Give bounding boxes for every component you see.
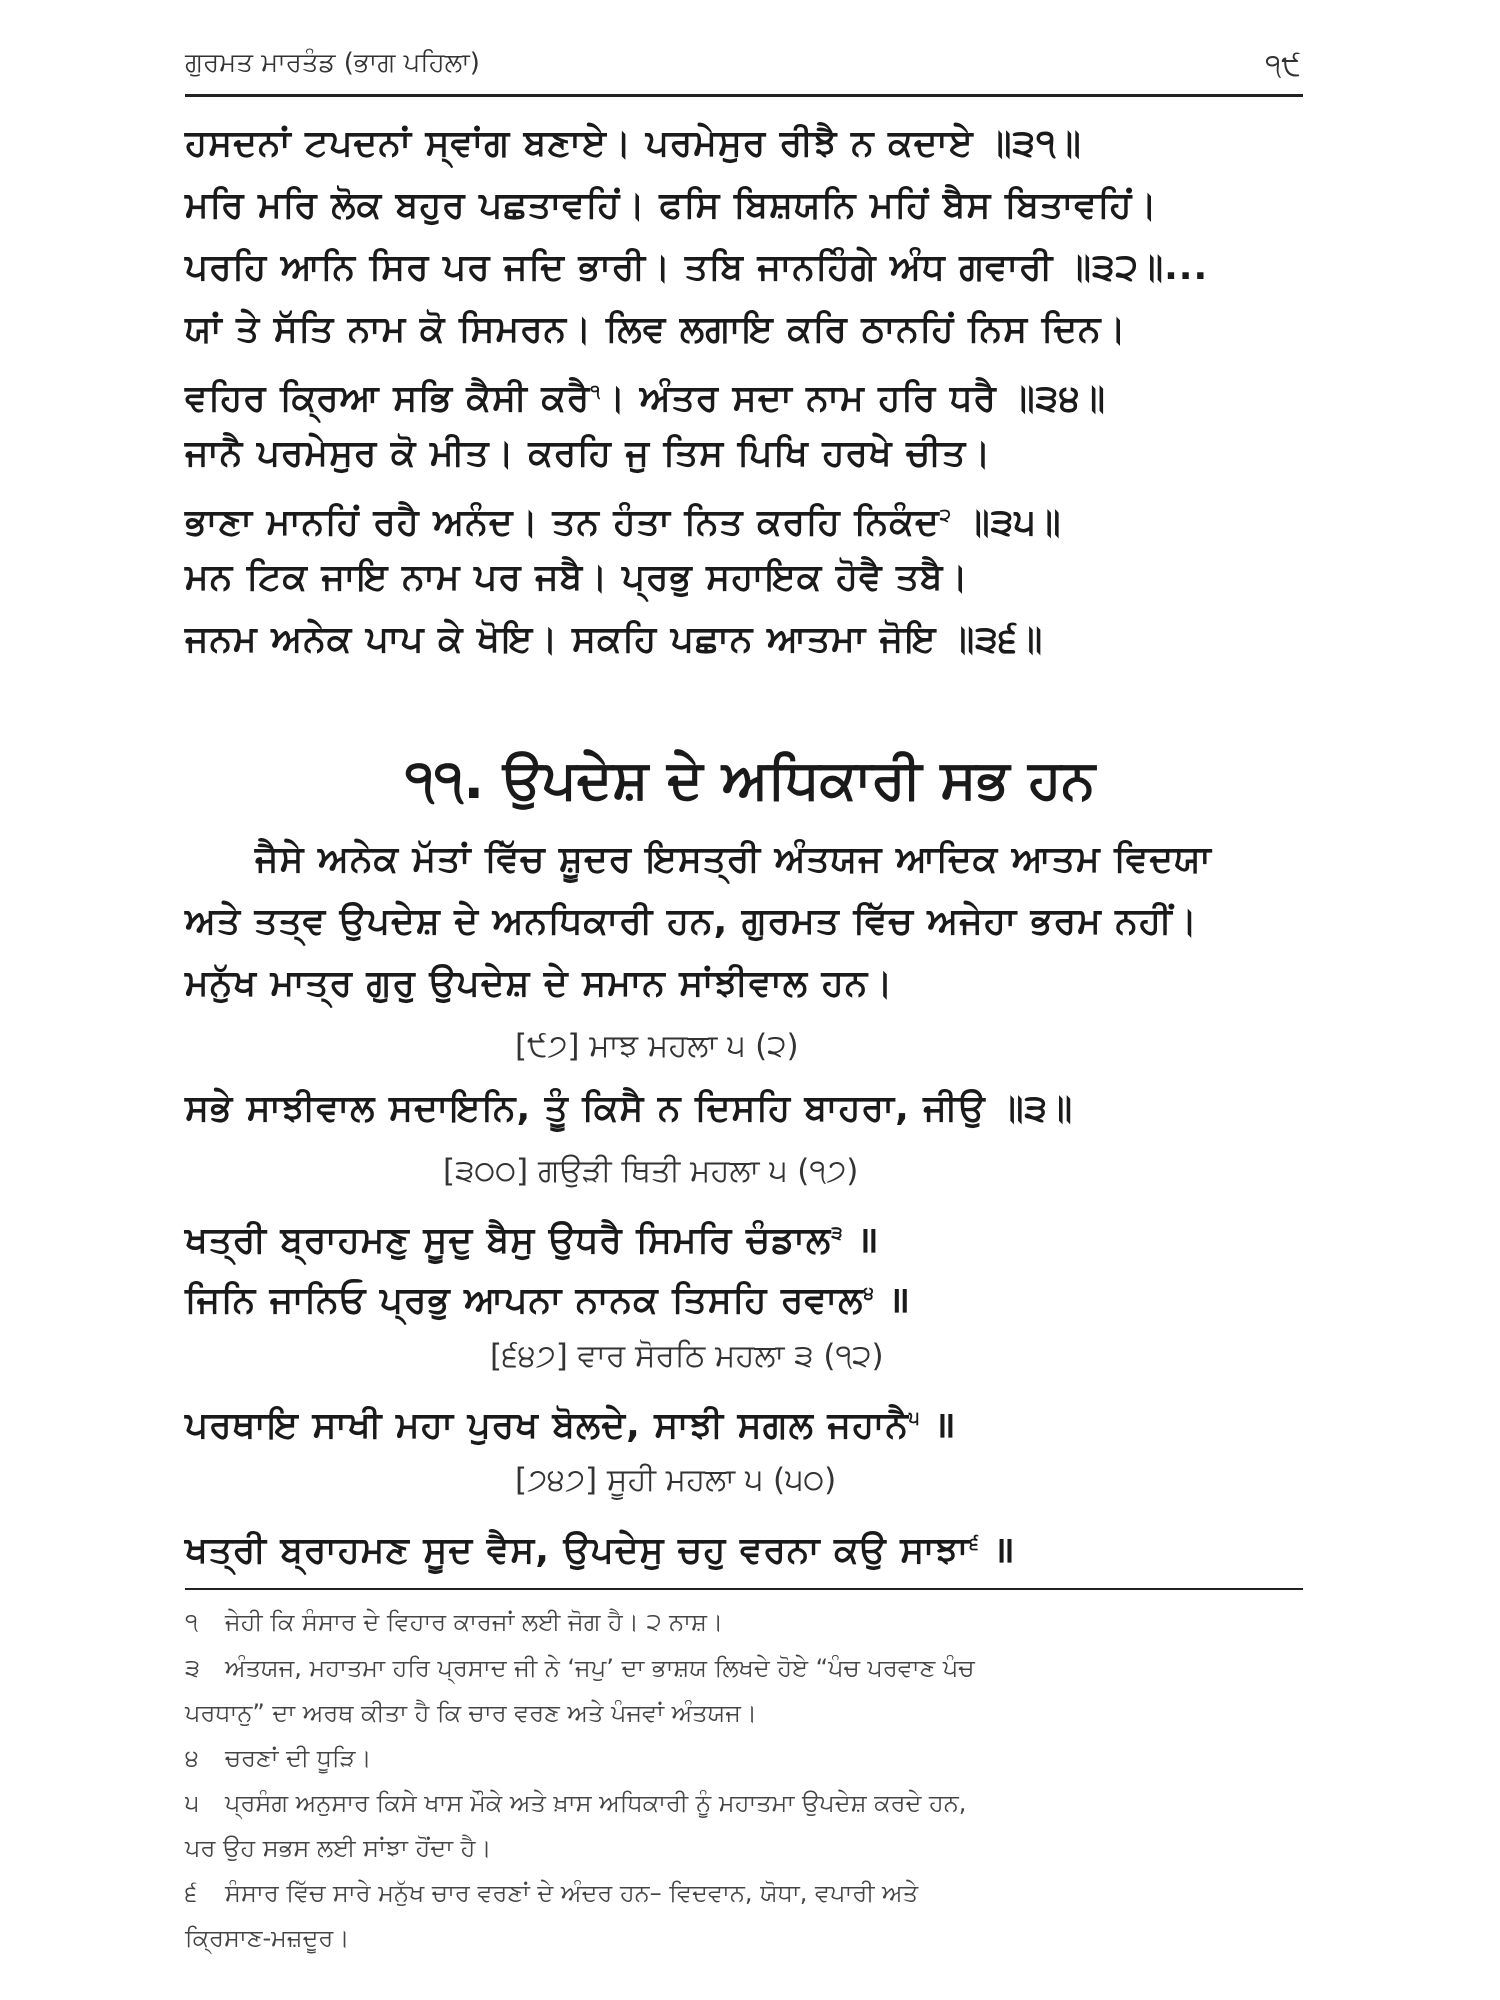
footnote-rule bbox=[185, 1588, 1303, 1590]
footnote bbox=[185, 1742, 372, 1774]
quote-line bbox=[185, 1522, 1016, 1573]
section-heading: ੧੧. ਉਪਦੇਸ਼ ਦੇ ਅਧਿਕਾਰੀ ਸਭ ਹਨ bbox=[404, 748, 1096, 811]
scripture-reference: [੩੦੦] ਗਉੜੀ ਥਿਤੀ ਮਹਲਾ ੫ (੧੭) bbox=[443, 1153, 859, 1189]
quote-line: ਸਭੇ ਸਾਝੀਵਾਲ ਸਦਾਇਨਿ, ਤੂੰ ਕਿਸੈ ਨ ਦਿਸਹਿ ਬਾਹਰਾ, ਜੀਉ ॥੩॥ bbox=[185, 1088, 1074, 1129]
verse-line: ਪਰਹਿ ਆਨਿ ਸਿਰ ਪਰ ਜਦਿ ਭਾਰੀ। ਤਬਿ ਜਾਨਹਿੰਗੇ ਅੰਧ ਗਵਾਰੀ ॥੩੨॥... bbox=[185, 247, 1209, 288]
verse-line: ਜਨਮ ਅਨੇਕ ਪਾਪ ਕੇ ਖੋਇ। ਸਕਹਿ ਪਛਾਨ ਆਤਮਾ ਜੋਇ ॥੩੬॥ bbox=[185, 619, 1044, 660]
footnote-number: ੧ bbox=[185, 1608, 199, 1636]
footnote-continuation: ਪਰਧਾਨੁ” ਦਾ ਅਰਥ ਕੀਤਾ ਹੈ ਕਿ ਚਾਰ ਵਰਣ ਅਤੇ ਪੰਜਵਾਂ ਅੰਤਯਜ। bbox=[185, 1699, 758, 1727]
footnote-ref: ੧ bbox=[590, 381, 601, 402]
verse-line bbox=[185, 494, 1062, 545]
quote-text: ॥ bbox=[874, 1280, 911, 1321]
footnote-ref: ੩ bbox=[831, 1223, 844, 1244]
verse-text: ਵਹਿਰ ਕ੍ਰਿਆ ਸਭਿ ਕੈਸੀ ਕਰੈ bbox=[185, 378, 591, 419]
verse-line: ਯਾਂ ਤੇ ਸੱਤਿ ਨਾਮ ਕੋ ਸਿਮਰਨ। ਲਿਵ ਲਗਾਇ ਕਰਿ ਠਾਨਹਿਂ ਨਿਸ ਦਿਨ। bbox=[185, 309, 1127, 350]
quote-line bbox=[185, 1272, 911, 1323]
page-number: ੧੯ bbox=[1265, 48, 1301, 83]
footnote-continuation: ਕ੍ਰਿਸਾਣ-ਮਜ਼ਦੂਰ। bbox=[185, 1924, 350, 1952]
quote-line bbox=[185, 1397, 957, 1448]
paragraph-line: ਮਨੁੱਖ ਮਾਤ੍ਰ ਗੁਰੁ ਉਪਦੇਸ਼ ਦੇ ਸਮਾਨ ਸਾਂਝੀਵਾਲ ਹਨ। bbox=[185, 963, 894, 1004]
verse-text: । ਅੰਤਰ ਸਦਾ ਨਾਮ ਹਰਿ ਧਰੈ ॥੩੪॥ bbox=[600, 378, 1107, 419]
footnote-number: ੩ bbox=[185, 1654, 200, 1682]
verse-line: ਮਰਿ ਮਰਿ ਲੋਕ ਬਹੁਰ ਪਛਤਾਵਹਿਂ। ਫਸਿ ਬਿਸ਼ਯਨਿ ਮਹਿਂ ਬੈਸ ਬਿਤਾਵਹਿਂ। bbox=[185, 185, 1158, 226]
footnote-text: ਅੰਤਯਜ, ਮਹਾਤਮਾ ਹਰਿ ਪ੍ਰਸਾਦ ਜੀ ਨੇ ‘ਜਪੁ’ ਦਾ ਭਾਸ਼ਯ ਲਿਖਦੇ ਹੋਏ “ਪੰਚ ਪਰਵਾਣ ਪੰਚ bbox=[225, 1654, 975, 1682]
footnote-number: ੫ bbox=[185, 1789, 200, 1817]
footnote-ref: ੨ bbox=[939, 505, 952, 526]
quote-text: ॥ bbox=[920, 1405, 957, 1446]
footnote-ref: ੪ bbox=[863, 1283, 875, 1304]
footnote-ref: ੫ bbox=[908, 1408, 921, 1429]
paragraph-line: ਜੈਸੇ ਅਨੇਕ ਮੱਤਾਂ ਵਿੱਚ ਸ਼ੂਦਰ ਇਸਤ੍ਰੀ ਅੰਤਯਜ ਆਦਿਕ ਆਤਮ ਵਿਦਯਾ bbox=[255, 839, 1212, 880]
footnote-number: ੬ bbox=[185, 1879, 198, 1907]
scripture-reference: [੬੪੭] ਵਾਰ ਸੋਰਠਿ ਮਹਲਾ ੩ (੧੨) bbox=[490, 1338, 884, 1374]
footnote bbox=[185, 1652, 975, 1684]
verse-text: ਭਾਣਾ ਮਾਨਹਿਂ ਰਹੈ ਅਨੰਦ। ਤਨ ਹੰਤਾ ਨਿਤ ਕਰਹਿ ਨਿਕੰਦ bbox=[185, 502, 940, 543]
quote-text: ਪਰਥਾਇ ਸਾਖੀ ਮਹਾ ਪੁਰਖ ਬੋਲਦੇ, ਸਾਝੀ ਸਗਲ ਜਹਾਨੈ bbox=[185, 1405, 909, 1446]
verse-text: ॥੩੫॥ bbox=[951, 502, 1062, 543]
footnote-number: ੪ bbox=[185, 1744, 199, 1772]
header-rule bbox=[185, 94, 1303, 97]
verse-line: ਜਾਨੈ ਪਰਮੇਸੁਰ ਕੋ ਮੀਤ। ਕਰਹਿ ਜੁ ਤਿਸ ਪਿਖਿ ਹਰਖੇ ਚੀਤ। bbox=[185, 433, 992, 474]
paragraph-line: ਅਤੇ ਤਤ੍ਵ ਉਪਦੇਸ਼ ਦੇ ਅਨਧਿਕਾਰੀ ਹਨ, ਗੁਰਮਤ ਵਿੱਚ ਅਜੇਹਾ ਭਰਮ ਨਹੀਂ। bbox=[185, 901, 1198, 942]
footnote bbox=[185, 1877, 918, 1909]
quote-text: ॥ bbox=[843, 1220, 880, 1261]
quote-text: ॥ bbox=[979, 1530, 1016, 1571]
footnote-ref: ੬ bbox=[969, 1533, 980, 1554]
quote-text: ਖਤ੍ਰੀ ਬ੍ਰਾਹਮਣੁ ਸੂਦੁ ਬੈਸੁ ਉਧਰੈ ਸਿਮਰਿ ਚੰਡਾਲ bbox=[185, 1220, 832, 1261]
scripture-reference: [੯੭] ਮਾਝ ਮਹਲਾ ੫ (੨) bbox=[515, 1028, 799, 1064]
book-title: ਗੁਰਮਤ ਮਾਰਤੰਡ (ਭਾਗ ਪਹਿਲਾ) bbox=[185, 48, 480, 78]
quote-line bbox=[185, 1212, 880, 1263]
verse-line: ਹਸਦਨਾਂ ਟਪਦਨਾਂ ਸ੍ਵਾਂਗ ਬਣਾਏ। ਪਰਮੇਸੁਰ ਰੀਝੈ ਨ ਕਦਾਏ ॥੩੧॥ bbox=[185, 123, 1082, 164]
footnote-text: ਚਰਣਾਂ ਦੀ ਧੂੜਿ। bbox=[225, 1744, 372, 1772]
quote-text: ਜਿਨਿ ਜਾਨਿਓ ਪ੍ਰਭੁ ਆਪਨਾ ਨਾਨਕ ਤਿਸਹਿ ਰਵਾਲ bbox=[185, 1280, 864, 1321]
footnote-text: ਸੰਸਾਰ ਵਿੱਚ ਸਾਰੇ ਮਨੁੱਖ ਚਾਰ ਵਰਣਾਂ ਦੇ ਅੰਦਰ ਹਨ– ਵਿਦਵਾਨ, ਯੋਧਾ, ਵਪਾਰੀ ਅਤੇ bbox=[225, 1879, 919, 1907]
footnote bbox=[185, 1787, 966, 1819]
footnote-text: ਜੇਹੀ ਕਿ ਸੰਸਾਰ ਦੇ ਵਿਹਾਰ ਕਾਰਜਾਂ ਲਈ ਜੋਗ ਹੈ। ੨ ਨਾਸ਼। bbox=[225, 1608, 724, 1636]
footnote bbox=[185, 1606, 723, 1638]
footnote-text: ਪ੍ਰਸੰਗ ਅਨੁਸਾਰ ਕਿਸੇ ਖਾਸ ਮੌਕੇ ਅਤੇ ਖ਼ਾਸ ਅਧਿਕਾਰੀ ਨੂੰ ਮਹਾਤਮਾ ਉਪਦੇਸ਼ ਕਰਦੇ ਹਨ, bbox=[225, 1789, 967, 1817]
quote-text: ਖਤ੍ਰੀ ਬ੍ਰਾਹਮਣ ਸੂਦ ਵੈਸ, ਉਪਦੇਸੁ ਚਹੁ ਵਰਨਾ ਕਉ ਸਾਝਾ bbox=[185, 1530, 970, 1571]
footnote-continuation: ਪਰ ਉਹ ਸਭਸ ਲਈ ਸਾਂਝਾ ਹੋਂਦਾ ਹੈ। bbox=[185, 1834, 492, 1862]
verse-line bbox=[185, 370, 1106, 421]
scripture-reference: [੭੪੭] ਸੂਹੀ ਮਹਲਾ ੫ (੫੦) bbox=[515, 1462, 837, 1498]
verse-line: ਮਨ ਟਿਕ ਜਾਇ ਨਾਮ ਪਰ ਜਬੈ। ਪ੍ਰਭੁ ਸਹਾਇਕ ਹੋਵੈ ਤਬੈ। bbox=[185, 557, 969, 598]
